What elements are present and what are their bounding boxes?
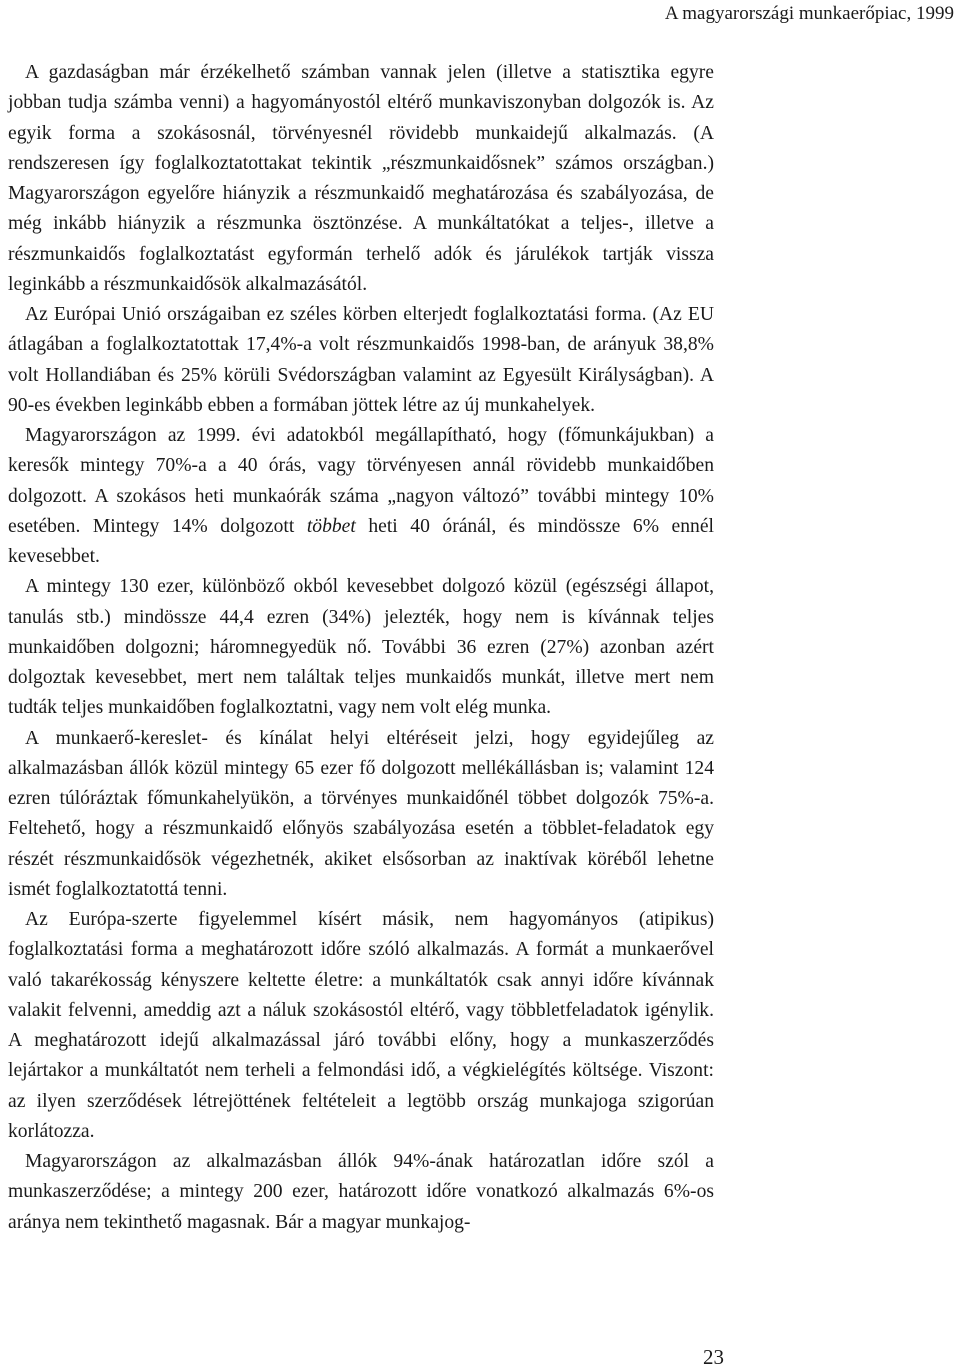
paragraph-demand-supply: A munkaerő-kereslet- és kínálat helyi eltéréseit jelzi, hogy egyidejűleg az alkalmazásban állók közül mintegy 65 ezer fő dolgozott mellékállásban is; valamint 124 ezren túlóráztak főmunkahelyükön, a törvényes munkaidőnél többet dolgozók 75%-a. Feltehető, hogy a részmunkaidő előnyös szabályozása esetén a többlet-feladatok egy részét részmunkaidősök végezhetnék, akiket elsősorban az inaktívak köréből lehetne ismét foglalkoztatottá tenni.: [8, 727, 714, 900]
paragraph-part-time-intro: A gazdaságban már érzékelhető számban vannak jelen (illetve a statisztika egyre jobban tudja számba venni) a hagyományostól eltérő munkaviszonyban dolgozók is. Az egyik forma a szokásosnál, törvényesnél rövidebb munkaidejű alkalmazás. (A rendszeresen így foglalkoztatottakat tekintik „részmunkaidősnek” számos országban.) Magyarországon egyelőre hiányzik a részmunkaidő meghatározása és szabályozása, de még inkább hiányzik a részmunka ösztönzése. A munkáltatókat a teljes-, illetve a részmunkaidős foglalkoztatást egyformán terhelő adók és járulékok tartják vissza leginkább a részmunkaidősök alkalmazásától.: [8, 62, 714, 295]
article-body: [8, 58, 714, 1238]
paragraph-working-hours-text-1: Magyarországon az 1999. évi adatokból megállapítható, hogy (főmunkájukban) a keresők mintegy 70%-a a 40 órás, vagy törvényesen annál rövidebb munkaidőben dolgozott. A szokásos heti munkaórák száma „nagyon változó” további mintegy 10% esetében. Mintegy 14% dolgozott: [8, 425, 714, 537]
paragraph-eu-comparison: Az Európai Unió országaiban ez széles körben elterjedt foglalkoztatási forma. (Az EU átlagában a foglalkoztatottak 17,4%-a volt részmunkaidős 1998-ban, de arányuk 38,8% volt Hollandiában és 25% körüli Svédországban valamint az Egyesült Királyságban). A 90-es években leginkább ebben a formában jöttek létre az új munkahelyek.: [8, 304, 714, 416]
paragraph-working-hours: [8, 421, 714, 572]
paragraph-hungary-contracts: Magyarországon az alkalmazásban állók 94%-ának határozatlan időre szól a munkaszerződése; a mintegy 200 ezer, határozott időre vonatkozó alkalmazás 6%-os aránya nem tekinthető magasnak. Bár a magyar munkajog-: [8, 1151, 714, 1233]
paragraph-fixed-term: Az Európa-szerte figyelemmel kísért másik, nem hagyományos (atipikus) foglalkoztatási forma a meghatározott időre szóló alkalmazás. A formát a munkaerővel való takarékosság kényszere keltette életre: a munkáltatók csak annyi időre kívánnak valakit felvenni, ameddig azt a náluk szokásostól eltérő, vagy többletfeladatok igénylik. A meghatározott idejű alkalmazással járó további előny, hogy a munkaszerződés lejártakor a munkáltatót nem terheli a felmondási idő, a végkielégítés költsége. Viszont: az ilyen szerződések létrejöttének feltételeit a legtöbb ország munkajoga szigorúan korlátozza.: [8, 909, 714, 1142]
running-header: A magyarországi munkaerőpiac, 1999: [664, 3, 954, 24]
emphasis-tobbet: többet: [306, 515, 356, 537]
paragraph-working-hours-text-2: heti 40 óránál, és mindössze 6% ennél kevesebbet.: [8, 515, 714, 567]
page-number: 23: [703, 1345, 724, 1369]
paragraph-shorter-hours: A mintegy 130 ezer, különböző okból kevesebbet dolgozó közül (egészségi állapot, tanulás stb.) mindössze 44,4 ezren (34%) jelezték, hogy nem is kívánnak teljes munkaidőben dolgozni; háromnegyedük nő. További 36 ezren (27%) azonban azért dolgoztak kevesebbet, mert nem találtak teljes munkaidős munkát, illetve mert nem tudták teljes munkaidőben foglalkoztatni, vagy nem volt elég munka.: [8, 576, 714, 719]
